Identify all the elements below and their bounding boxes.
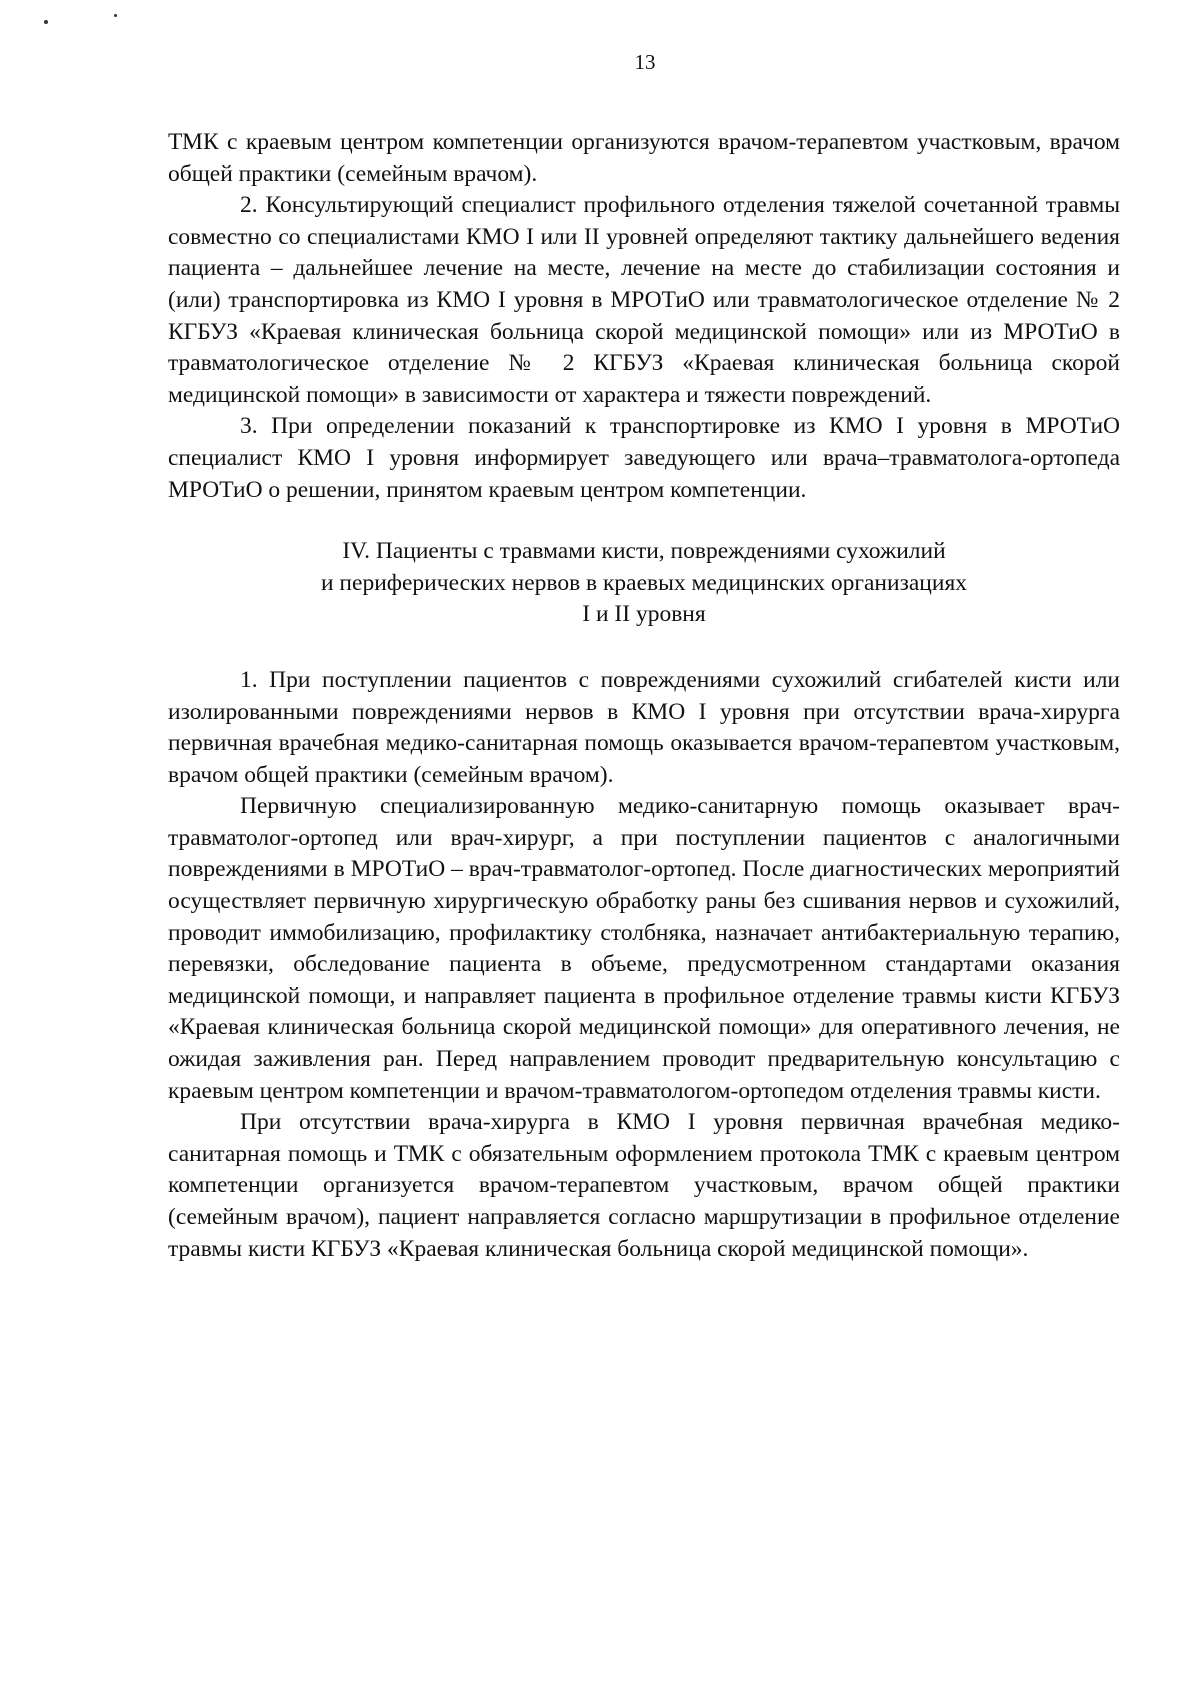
section-heading-line: I и II уровня bbox=[582, 601, 706, 628]
paragraph-item-1: 1. При поступлении пациентов с повреждениями сухожилий сгибателей кисти или изолированными повреждениями нервов в КМО I уровня при отсутствии врача-хирурга первичная врачебная медико-санитарная помощь оказывается врачом-терапевтом участковым, врачом общей практики (семейным врачом). bbox=[168, 666, 1120, 788]
section-heading bbox=[168, 536, 1120, 631]
section-heading-line: и периферических нервов в краевых медицинских организациях bbox=[320, 569, 968, 596]
paragraph-no-surgeon: При отсутствии врача-хирурга в КМО I уровня первичная врачебная медико-санитарная помощь и ТМК с обязательным оформлением протокола ТМК с краевым центром компетенции организуется врачом-терапевтом участковым, врачом общей практики (семейным врачом), пациент направляется согласно маршрутизации в профильное отделение травмы кисти КГБУЗ «Краевая клиническая больница скорой медицинской помощи». bbox=[168, 1109, 1120, 1262]
scan-speck bbox=[114, 14, 117, 17]
page-number: 13 bbox=[634, 50, 656, 74]
section-heading-line: IV. Пациенты с травмами кисти, повреждениями сухожилий bbox=[342, 538, 946, 565]
paragraph-item-3: 3. При определении показаний к транспортировке из КМО I уровня в МРОТиО специалист КМО I уровня информирует заведующего или врача–травматолога-ортопеда МРОТиО о решении, принятом краевым центром компетенции. bbox=[168, 413, 1120, 503]
paragraph-continuation: ТМК с краевым центром компетенции организуются врачом-терапевтом участковым, врачом общей практики (семейным врачом). bbox=[168, 129, 1120, 187]
paragraph-item-2: 2. Консультирующий специалист профильного отделения тяжелой сочетанной травмы совместно со специалистами КМО I или II уровней определяют тактику дальнейшего ведения пациента – дальнейшее лечение на месте, лечение на месте до стабилизации состояния и (или) транспортировка из КМО I уровня в МРОТиО или травматологическое отделение № 2 КГБУЗ «Краевая клиническая больница скорой медицинской помощи» или из МРОТиО в травматологическое отделение № 2 КГБУЗ «Краевая клиническая больница скорой медицинской помощи» в зависимости от характера и тяжести повреждений. bbox=[168, 192, 1120, 408]
document-body bbox=[168, 127, 1120, 1265]
paragraph-specialized-care: Первичную специализированную медико-санитарную помощь оказывает врач-травматолог-ортопед или врач-хирург, а при поступлении пациентов с аналогичными повреждениями в МРОТиО – врач-травматолог-ортопед. После диагностических мероприятий осуществляет первичную хирургическую обработку раны без сшивания нервов и сухожилий, проводит иммобилизацию, профилактику столбняка, назначает антибактериальную терапию, перевязки, обследование пациента в объеме, предусмотренном стандартами оказания медицинской помощи, и направляет пациента в профильное отделение травмы кисти КГБУЗ «Краевая клиническая больница скорой медицинской помощи» для оперативного лечения, не ожидая заживления ран. Перед направлением проводит предварительную консультацию с краевым центром компетенции и врачом-травматологом-ортопедом отделения травмы кисти. bbox=[168, 793, 1120, 1104]
scan-speck bbox=[44, 20, 48, 24]
